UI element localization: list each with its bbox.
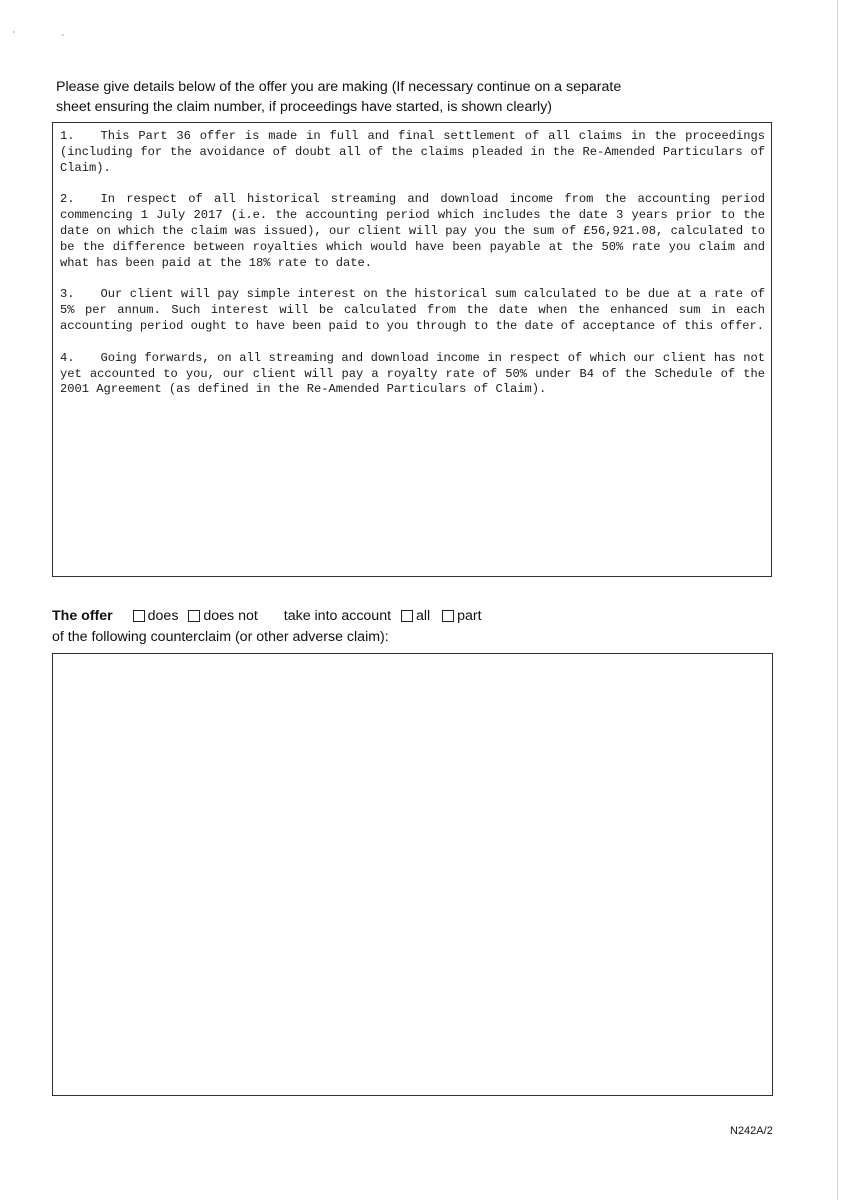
part-checkbox[interactable]: [442, 610, 454, 622]
part-label: part: [457, 608, 482, 624]
does-label: does: [147, 608, 179, 624]
paragraph-number: 2.: [60, 192, 75, 207]
does-not-label: does not: [203, 608, 258, 624]
paragraph-number: 4.: [60, 350, 75, 365]
take-into-account-label: take into account: [283, 608, 392, 624]
scan-edge-line: [837, 0, 838, 1200]
paragraph-text: Going forwards, on all streaming and download income in respect of which our client has not yet accounted to you, our client will pay a royalty rate of 50% under B4 of the Schedule of the 2001 Agreement (as defined in the Re-Amended Particulars of Claim).: [60, 350, 765, 397]
paragraph-text: This Part 36 offer is made in full and final settlement of all claims in the proceedings (including for the avoidance of doubt all of the claims pleaded in the Re-Amended Particulars of Claim).: [60, 129, 765, 175]
scan-speck: [62, 34, 64, 36]
offer-paragraph-4: [60, 351, 765, 398]
instructions-text: [56, 77, 756, 117]
paragraph-number: 3.: [60, 287, 75, 302]
all-label: all: [415, 608, 431, 624]
offer-paragraph-3: [60, 287, 765, 334]
instructions-line-1: Please give details below of the offer you are making (If necessary continue on a separate: [56, 79, 622, 95]
counterclaim-description: of the following counterclaim (or other adverse claim):: [52, 629, 389, 645]
offer-label: The offer: [52, 608, 113, 624]
offer-paragraph-2: [60, 192, 765, 271]
instructions-line-2: sheet ensuring the claim number, if proceedings have started, is shown clearly): [56, 99, 553, 115]
all-checkbox[interactable]: [401, 610, 413, 622]
does-checkbox[interactable]: [133, 610, 145, 622]
form-code: N242A/2: [730, 1125, 773, 1137]
counterclaim-offer-row: [52, 606, 482, 626]
offer-paragraph-1: [60, 129, 765, 176]
scan-speck: [13, 31, 15, 33]
paragraph-text: In respect of all historical streaming and download income from the accounting period commencing 1 July 2017 (i.e. the accounting period which includes the date 3 years prior to the date on which the claim was issued), our client will pay you the sum of £56,921.08, calculated to be the difference between royalties which would have been payable at the 50% rate you claim and what has been paid at the 18% rate to date.: [60, 192, 765, 270]
does-not-checkbox[interactable]: [188, 610, 200, 622]
counterclaim-details-box[interactable]: [52, 653, 773, 1096]
offer-details-box[interactable]: [52, 122, 772, 577]
paragraph-text: Our client will pay simple interest on the historical sum calculated to be due at a rate of 5% per annum. Such interest will be calculated from the date when the enhanced sum in each accounting period ought to have been paid to you through to the date of acceptance of this offer.: [60, 287, 765, 333]
paragraph-number: 1.: [60, 129, 75, 143]
